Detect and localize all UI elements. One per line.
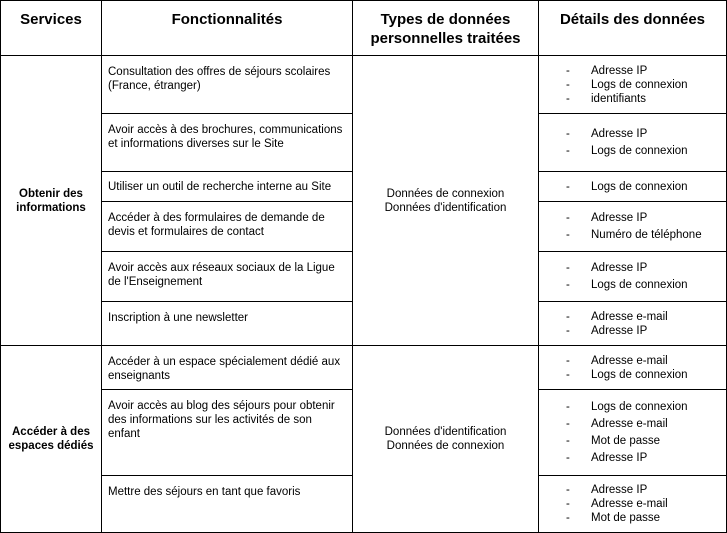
details-cell <box>539 302 727 346</box>
details-cell <box>539 346 727 390</box>
types-cell <box>353 346 539 533</box>
fonctionnalite-cell: Mettre des séjours en tant que favoris <box>102 476 353 533</box>
fonctionnalite-cell: Avoir accès aux réseaux sociaux de la Ligue de l'Enseignement <box>102 252 353 302</box>
details-cell <box>539 114 727 172</box>
type-item: Données de connexion <box>386 440 505 452</box>
header-fonctionnalites: Fonctionnalités <box>102 1 353 56</box>
fonctionnalite-cell: Avoir accès au blog des séjours pour obtenir des informations sur les activités de son enfant <box>102 390 353 476</box>
detail-item: - Adresse e-mail <box>539 497 726 511</box>
detail-item: - Logs de connexion <box>539 78 726 92</box>
detail-item: - Logs de connexion <box>539 400 726 414</box>
header-row <box>1 1 727 56</box>
detail-item: - Adresse IP <box>539 451 726 465</box>
detail-item: - Adresse IP <box>539 127 726 141</box>
service-cell: Obtenir des informations <box>1 56 102 346</box>
types-cell <box>353 56 539 346</box>
header-types: Types de données personnelles traitées <box>353 1 539 56</box>
detail-item: - Logs de connexion <box>539 368 726 382</box>
detail-item: - Adresse IP <box>539 483 726 497</box>
type-item: Données d'identification <box>384 426 507 438</box>
detail-item: - Logs de connexion <box>539 144 726 158</box>
table-row <box>1 346 727 390</box>
service-cell: Accéder à des espaces dédiés <box>1 346 102 533</box>
fonctionnalite-cell: Accéder à des formulaires de demande de devis et formulaires de contact <box>102 202 353 252</box>
details-cell <box>539 390 727 476</box>
header-details: Détails des données <box>539 1 727 56</box>
fonctionnalite-cell: Consultation des offres de séjours scolaires (France, étranger) <box>102 56 353 114</box>
detail-item: - Adresse e-mail <box>539 417 726 431</box>
detail-item: - Adresse IP <box>539 64 726 78</box>
details-cell <box>539 252 727 302</box>
detail-item: - Logs de connexion <box>539 180 726 194</box>
type-item: Données d'identification <box>384 201 507 214</box>
fonctionnalite-cell: Inscription à une newsletter <box>102 302 353 346</box>
fonctionnalite-cell: Utiliser un outil de recherche interne au Site <box>102 172 353 202</box>
detail-item: - Adresse IP <box>539 261 726 275</box>
detail-item: - Numéro de téléphone <box>539 228 726 242</box>
details-cell <box>539 56 727 114</box>
details-cell <box>539 172 727 202</box>
details-cell <box>539 202 727 252</box>
detail-item: - identifiants <box>539 92 726 106</box>
details-cell <box>539 476 727 533</box>
header-services: Services <box>1 1 102 56</box>
detail-item: - Adresse e-mail <box>539 310 726 324</box>
detail-item: - Mot de passe <box>539 511 726 525</box>
type-item: Données de connexion <box>386 187 505 200</box>
table-row <box>1 56 727 114</box>
detail-item: - Adresse e-mail <box>539 354 726 368</box>
detail-item: - Mot de passe <box>539 434 726 448</box>
fonctionnalite-cell: Accéder à un espace spécialement dédié aux enseignants <box>102 346 353 390</box>
fonctionnalite-cell: Avoir accès à des brochures, communications et informations diverses sur le Site <box>102 114 353 172</box>
detail-item: - Adresse IP <box>539 324 726 338</box>
detail-item: - Adresse IP <box>539 211 726 225</box>
detail-item: - Logs de connexion <box>539 278 726 292</box>
